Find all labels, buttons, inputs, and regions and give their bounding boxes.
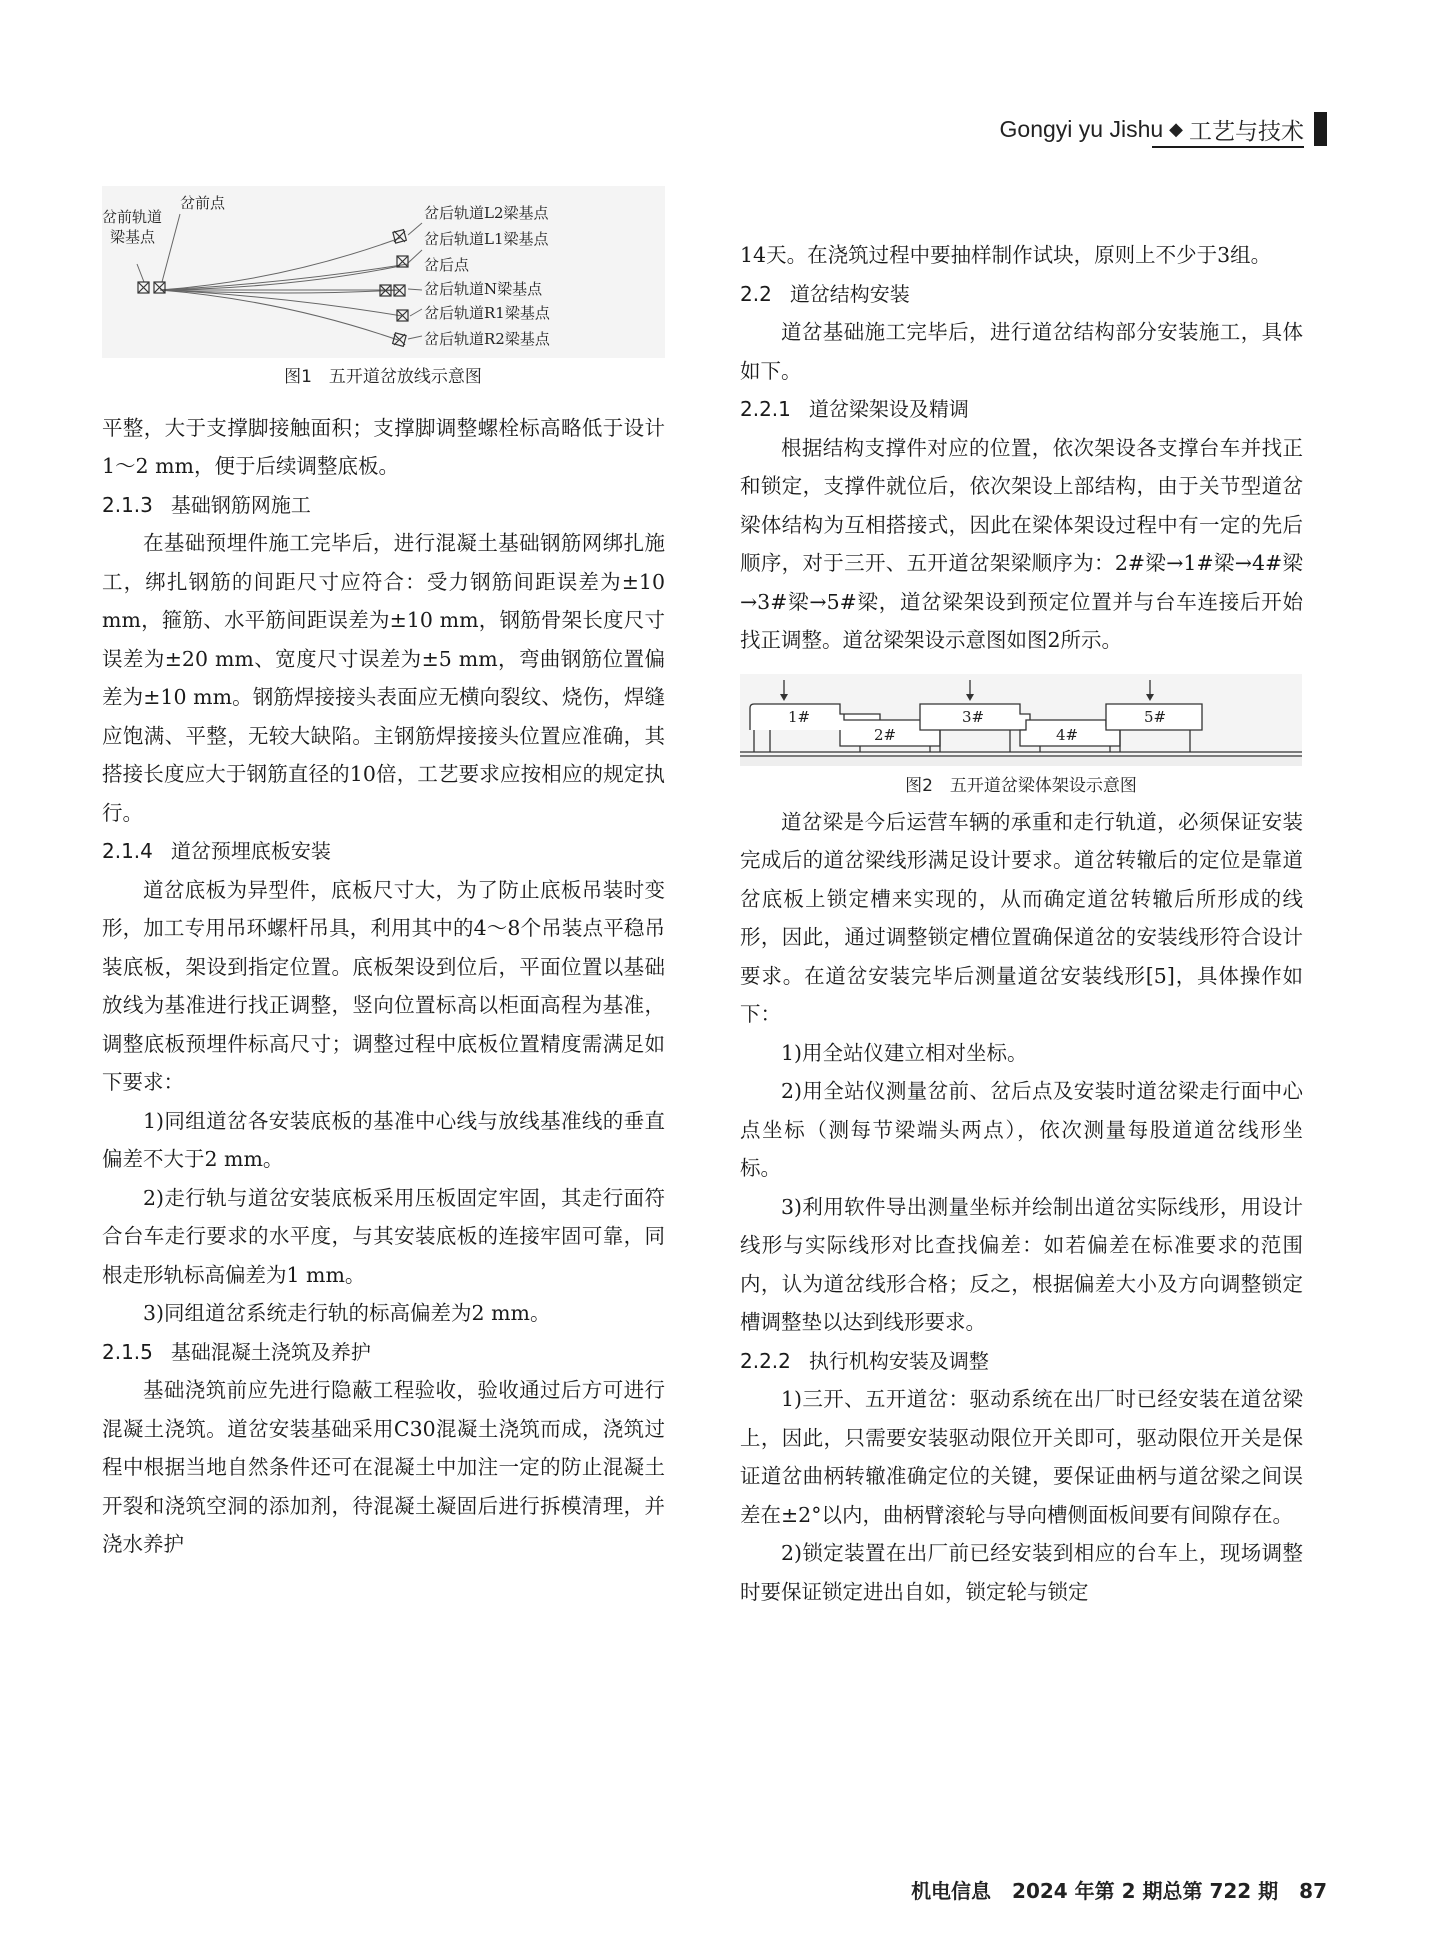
right-body-top: [740, 236, 1303, 660]
page-footer: [897, 1875, 1327, 1904]
fig1-label-r1: 岔后轨道R1梁基点: [424, 304, 550, 322]
fig1-label-r2: 岔后轨道R2梁基点: [424, 330, 550, 348]
section-title: 基础混凝土浇筑及养护: [170, 1339, 371, 1364]
fig1-label-n: 岔后轨道N梁基点: [424, 280, 543, 298]
fig2-beam-3: 3#: [962, 707, 985, 726]
paragraph: 道岔底板为异型件，底板尺寸大，为了防止底板吊装时变形，加工专用吊环螺杆吊具，利用其中的4～8个吊装点平稳吊装底板，架设到指定位置。底板架设到位后，平面位置以基础放线为基准进行找正调整，竖向位置标高以柜面高程为基准，调整底板预埋件标高尺寸；调整过程中底板位置精度需满足如下要求：: [102, 877, 665, 1094]
page-number: 87: [1299, 1879, 1327, 1903]
section-heading: [102, 1333, 665, 1372]
paragraph: 基础浇筑前应先进行隐蔽工程验收，验收通过后方可进行混凝土浇筑。道岔安装基础采用C30混凝土浇筑而成，浇筑过程中根据当地自然条件还可在混凝土中加注一定的防止混凝土开裂和浇筑空洞的添加剂，待混凝土凝固后进行拆模清理，并浇水养护: [102, 1378, 665, 1556]
figure1-caption: 图1 五开道岔放线示意图: [284, 367, 482, 387]
paragraph: 1)三开、五开道岔：驱动系统在出厂时已经安装在道岔梁上，因此，只需要安装驱动限位开关即可，驱动限位开关是保证道岔曲柄转辙准确定位的关键，要保证曲柄与道岔梁之间误差在±2°以内，曲柄臂滚轮与导向槽侧面板间要有间隙存在。: [740, 1387, 1303, 1527]
section-title: 基础钢筋网施工: [170, 492, 311, 517]
paragraph: 在基础预埋件施工完毕后，进行混凝土基础钢筋网绑扎施工，绑扎钢筋的间距尺寸应符合：受力钢筋间距误差为±10 mm，箍筋、水平筋间距误差为±10 mm，钢筋骨架长度尺寸误差为±20 mm、宽度尺寸误差为±5 mm，弯曲钢筋位置偏差为±10 mm。钢筋焊接接头表面应无横向裂纹、烧伤，焊缝应饱满、平整，无较大缺陷。主钢筋焊接接头位置应准确，其搭接长度应大于钢筋直径的10倍，工艺要求应按相应的规定执行。: [102, 531, 665, 825]
section-number: 2.1.5: [102, 1339, 153, 1364]
section-heading: [102, 486, 665, 525]
footer-issue: 2024 年第 2 期总第 722 期: [1012, 1879, 1279, 1903]
paragraph: 2)走行轨与道岔安装底板采用压板固定牢固，其走行面符合台车走行要求的水平度，与其安装底板的连接牢固可靠，同根走形轨标高偏差为1 mm。: [102, 1185, 665, 1287]
paragraph: 平整，大于支撑脚接触面积；支撑脚调整螺栓标高略低于设计1～2 mm，便于后续调整底板。: [102, 415, 665, 478]
header-underline: [1152, 146, 1304, 148]
section-heading: [740, 1342, 1303, 1381]
fig2-beam-4: 4#: [1056, 725, 1079, 744]
section-number: 2.1.4: [102, 839, 153, 863]
paragraph: 14天。在浇筑过程中要抽样制作试块，原则上不少于3组。: [740, 243, 1272, 267]
paragraph: 3)利用软件导出测量坐标并绘制出道岔实际线形，用设计线形与实际线形对比查找偏差：如若偏差在标准要求的范围内，认为道岔线形合格；反之，根据偏差大小及方向调整锁定槽调整垫以达到线形要求。: [740, 1194, 1303, 1334]
section-number: 2.2: [740, 281, 772, 306]
paragraph: 3)同组道岔系统走行轨的标高偏差为2 mm。: [143, 1301, 551, 1325]
figure2-diagram: [740, 674, 1302, 799]
section-heading: [740, 390, 1303, 429]
fig1-label-l2: 岔后轨道L2梁基点: [424, 204, 549, 222]
section-title: 道岔结构安装: [789, 281, 910, 306]
fig2-beam-2: 2#: [874, 725, 897, 744]
footer-journal: 机电信息: [911, 1879, 992, 1903]
fig1-label-front-beam2: 梁基点: [110, 228, 156, 246]
right-column: [740, 236, 1303, 1611]
fig1-label-l1: 岔后轨道L1梁基点: [424, 230, 549, 248]
paragraph: 1)用全站仪建立相对坐标。: [781, 1040, 1028, 1065]
section-heading: [740, 275, 1303, 314]
figure2-caption: 图2 五开道岔梁体架设示意图: [905, 775, 1137, 796]
left-column: [102, 186, 665, 1564]
header-bar-icon: [1314, 112, 1327, 146]
section-title: 道岔梁架设及精调: [808, 397, 969, 421]
fig2-beam-5: 5#: [1144, 707, 1167, 726]
fig1-label-front-beam: 岔前轨道: [102, 208, 163, 226]
right-body-bottom: [740, 803, 1303, 1612]
section-title: 道岔预埋底板安装: [170, 839, 331, 863]
section-heading: [102, 832, 665, 871]
paragraph: 根据结构支撑件对应的位置，依次架设各支撑台车并找正和锁定，支撑件就位后，依次架设上部结构，由于关节型道岔梁体结构为互相搭接式，因此在梁体架设过程中有一定的先后顺序，对于三开、五开道岔架梁顺序为：2#梁→1#梁→4#梁→3#梁→5#梁，道岔梁架设到预定位置并与台车连接后开始找正调整。道岔梁架设示意图如图2所示。: [740, 435, 1303, 652]
running-header: [1000, 112, 1327, 146]
paragraph: 2)锁定装置在出厂前已经安装到相应的台车上，现场调整时要保证锁定进出自如，锁定轮与锁定: [740, 1541, 1303, 1604]
left-body: [102, 409, 665, 1564]
paragraph: 道岔梁是今后运营车辆的承重和走行轨道，必须保证安装完成后的道岔梁线形满足设计要求。道岔转辙后的定位是靠道岔底板上锁定槽来实现的，从而确定道岔转辙后所形成的线形，因此，通过调整锁定槽位置确保道岔的安装线形符合设计要求。在道岔安装完毕后测量道岔安装线形[5]，具体操作如下：: [740, 809, 1303, 1026]
fig1-label-rear-point: 岔后点: [424, 256, 470, 274]
header-title: 工艺与技术: [1189, 117, 1304, 144]
paragraph: 2)用全站仪测量岔前、岔后点及安装时道岔梁走行面中心点坐标（测每节梁端头两点），依次测量每股道道岔线形坐标。: [740, 1079, 1303, 1180]
paragraph: 1)同组道岔各安装底板的基准中心线与放线基准线的垂直偏差不大于2 mm。: [102, 1108, 665, 1171]
section-number: 2.1.3: [102, 492, 153, 517]
diamond-icon: ◆: [1169, 118, 1183, 139]
header-pinyin: Gongyi yu Jishu: [999, 115, 1164, 142]
section-number: 2.2.1: [740, 397, 791, 421]
figure1-diagram: [102, 186, 665, 396]
fig2-beam-1: 1#: [788, 707, 811, 726]
fig1-label-front-point: 岔前点: [180, 194, 226, 212]
section-title: 执行机构安装及调整: [808, 1348, 989, 1373]
paragraph: 道岔基础施工完毕后，进行道岔结构部分安装施工，具体如下。: [740, 320, 1303, 383]
section-number: 2.2.2: [740, 1348, 791, 1373]
